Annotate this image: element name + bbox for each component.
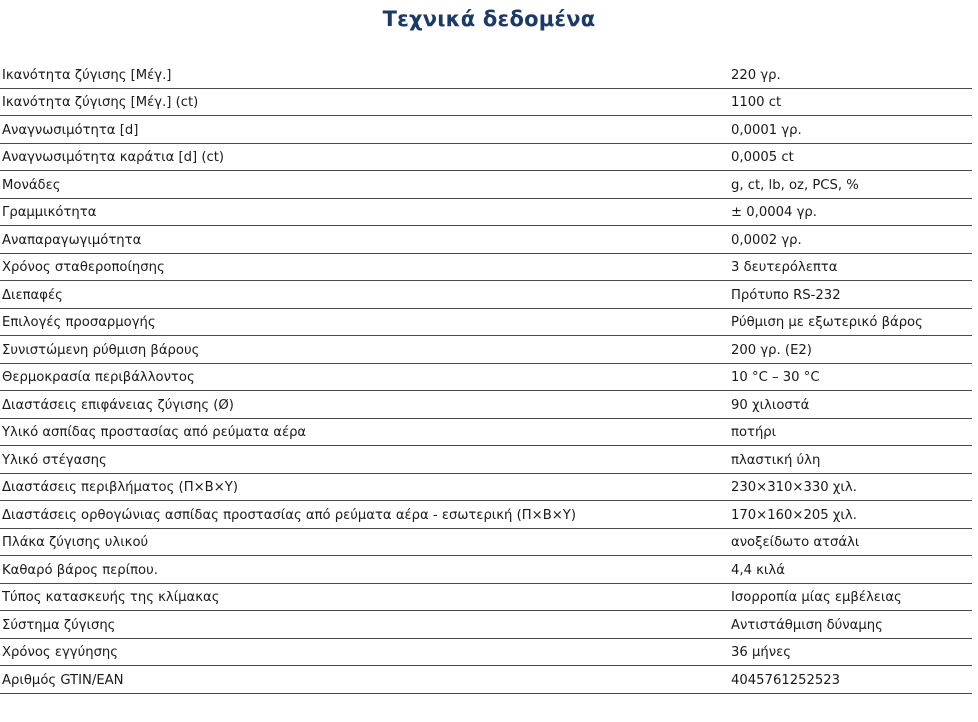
spec-label: Χρόνος σταθεροποίησης [2, 260, 165, 275]
spec-value: 170×160×205 χιλ. [731, 507, 857, 523]
spec-row [0, 556, 972, 584]
spec-label: Μονάδες [2, 177, 61, 193]
spec-value: 90 χιλιοστά [731, 397, 810, 413]
spec-label: Γραμμικότητα [2, 205, 97, 220]
spec-row [0, 309, 972, 337]
spec-value: Ρύθμιση με εξωτερικό βάρος [731, 315, 923, 330]
spec-label: Διαστάσεις ορθογώνιας ασπίδας προστασίας από ρεύματα αέρα - εσωτερική (Π×Β×Υ) [2, 507, 577, 523]
spec-label: Συνιστώμενη ρύθμιση βάρους [2, 342, 200, 358]
spec-value: 10 °C – 30 °C [731, 370, 820, 385]
spec-value: ανοξείδωτο ατσάλι [731, 535, 860, 550]
spec-value: 4,4 κιλά [731, 562, 785, 578]
spec-row [0, 529, 972, 557]
spec-row [0, 666, 972, 694]
spec-value: 220 γρ. [731, 67, 781, 83]
spec-label: Τύπος κατασκευής της κλίμακας [2, 590, 220, 605]
spec-label: Χρόνος εγγύησης [2, 645, 119, 660]
spec-row [0, 89, 972, 117]
spec-row [0, 144, 972, 172]
spec-value: 36 μήνες [731, 645, 791, 660]
spec-row [0, 391, 972, 419]
spec-label: Αναγνωσιμότητα [d] [2, 122, 139, 138]
spec-row [0, 419, 972, 447]
spec-value: Ισορροπία μίας εμβέλειας [731, 590, 902, 605]
spec-row [0, 446, 972, 474]
spec-row [0, 199, 972, 227]
spec-row [0, 639, 972, 667]
spec-label: Θερμοκρασία περιβάλλοντος [2, 370, 195, 385]
spec-label: Διαστάσεις περιβλήματος (Π×Β×Υ) [2, 480, 238, 495]
spec-row [0, 611, 972, 639]
spec-row [0, 59, 972, 89]
spec-label: Αναγνωσιμότητα καράτια [d] (ct) [2, 150, 225, 165]
spec-label: Αναπαραγωγιμότητα [2, 232, 142, 248]
spec-value: 3 δευτερόλεπτα [731, 260, 838, 275]
spec-value: 200 γρ. (E2) [731, 342, 812, 358]
spec-table [0, 59, 972, 694]
spec-label: Σύστημα ζύγισης [2, 617, 116, 633]
spec-value: ± 0,0004 γρ. [731, 205, 817, 220]
spec-row [0, 281, 972, 309]
spec-value: g, ct, lb, oz, PCS, % [731, 177, 859, 193]
spec-label: Υλικό ασπίδας προστασίας από ρεύματα αέρα [2, 425, 307, 440]
section-title: Τεχνικά δεδομένα [382, 7, 596, 31]
spec-value: Πρότυπο RS-232 [731, 287, 841, 303]
spec-row [0, 584, 972, 612]
spec-row [0, 116, 972, 144]
spec-row [0, 171, 972, 199]
spec-row [0, 254, 972, 282]
spec-label: Επιλογές προσαρμογής [2, 315, 156, 330]
spec-label: Υλικό στέγασης [2, 452, 107, 468]
spec-label: Διαστάσεις επιφάνειας ζύγισης (Ø) [2, 397, 234, 413]
spec-label: Πλάκα ζύγισης υλικού [2, 535, 149, 550]
spec-value: Αντιστάθμιση δύναμης [731, 617, 883, 633]
spec-value: 0,0005 ct [731, 150, 794, 165]
spec-row [0, 336, 972, 364]
spec-row [0, 364, 972, 392]
spec-value: 1100 ct [731, 95, 782, 110]
spec-value: 0,0001 γρ. [731, 122, 802, 138]
spec-label: Αριθμός GTIN/EAN [2, 672, 124, 688]
spec-row [0, 474, 972, 502]
spec-label: Ικανότητα ζύγισης [Μέγ.] (ct) [2, 95, 199, 110]
spec-value: 230×310×330 χιλ. [731, 480, 857, 495]
spec-value: 0,0002 γρ. [731, 232, 802, 248]
spec-label: Διεπαφές [2, 287, 63, 303]
spec-label: Καθαρό βάρος περίπου. [2, 562, 158, 578]
spec-row [0, 226, 972, 254]
spec-label: Ικανότητα ζύγισης [Μέγ.] [2, 67, 172, 83]
spec-value: πλαστική ύλη [731, 452, 821, 468]
spec-value: 4045761252523 [731, 672, 841, 688]
spec-value: ποτήρι [731, 425, 777, 440]
spec-row [0, 501, 972, 529]
